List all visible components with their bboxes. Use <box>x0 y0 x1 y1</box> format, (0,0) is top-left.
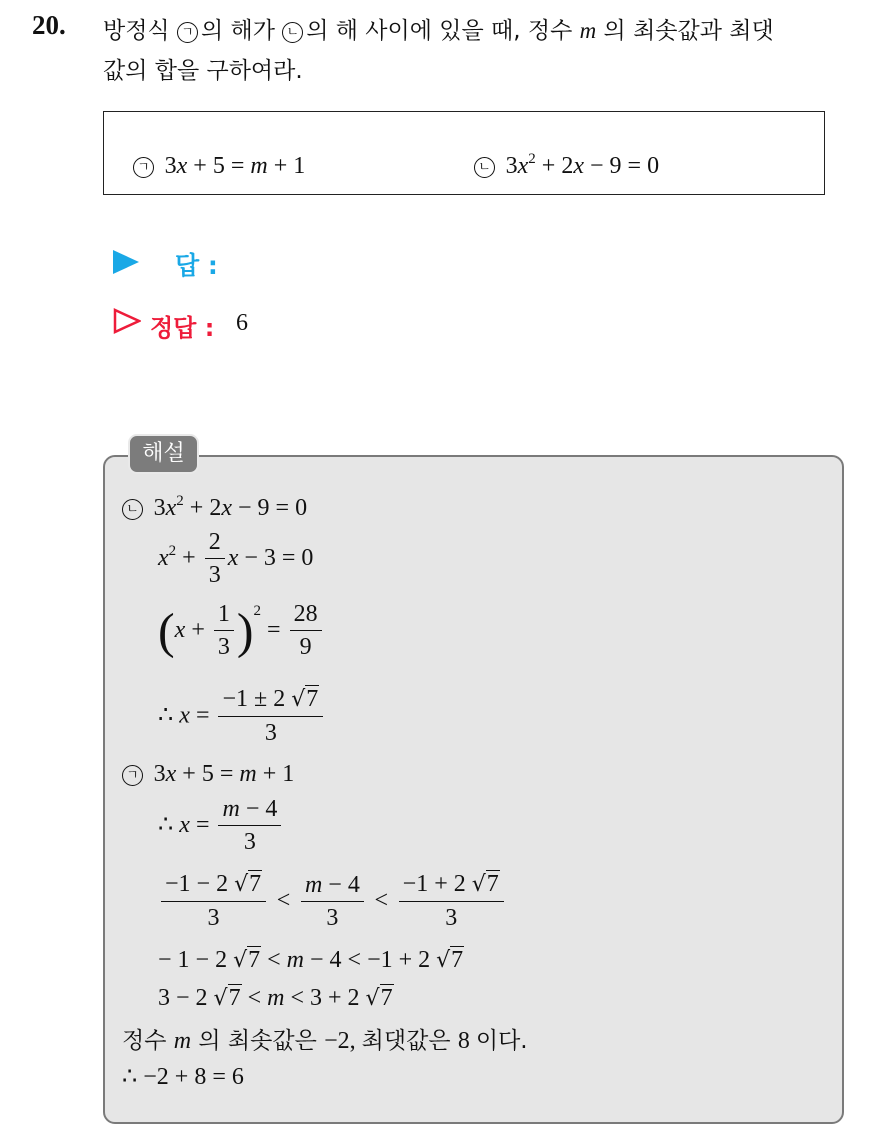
solution-line-4: ∴ x = $\frac{-1 \pm 2 √7}{3}$ <box>158 685 326 747</box>
solution-line-8: − 1 − 2 √7 < m − 4 < −1 + 2 √7 <box>158 947 464 973</box>
correct-answer-label: 정답 : <box>150 314 215 342</box>
question-text-line1: 방정식 ㄱ 의 해가 ㄴ 의 해 사이에 있을 때, 정수 m 의 최솟값과 최댓 <box>103 18 774 44</box>
circle-giyeok-icon: ㄱ <box>177 22 198 43</box>
solution-line-1: ㄴ $3x^2 + 2x - 9 = 0$ <box>122 493 307 522</box>
condition-2: ㄴ $3x^2 + 2x - 9 = 0$ <box>474 151 659 180</box>
solution-line-7: $\frac{-1 - 2 √7}{3}$ < $\frac{m - 4}{3}$ < $\frac{-1 + 2 √7}{3}$ <box>158 870 507 932</box>
solution-line-10: 정수 m 의 최솟값은 −2, 최댓값은 8 이다. <box>122 1028 528 1054</box>
solution-line-11: ∴ −2 + 8 = 6 <box>122 1064 244 1090</box>
solution-line-9: 3 − 2 √7 < m < 3 + 2 √7 <box>158 985 393 1011</box>
answer-label: 답 : <box>175 251 218 280</box>
correct-answer-value: 6 <box>236 310 248 336</box>
solution-tag: 해설 <box>128 434 199 474</box>
solution-line-5: ㄱ 3x + 5 = m + 1 <box>122 759 294 788</box>
circle-giyeok-icon: ㄱ <box>122 765 143 786</box>
question-text-line2: 값의 합을 구하여라. <box>103 58 303 84</box>
solution-line-3: (x + $\frac{1}{3}$ )$^2$ = $\frac{28}{9}$ <box>158 600 325 661</box>
outline-triangle-icon <box>113 308 141 334</box>
circle-giyeok-icon: ㄱ <box>133 157 154 178</box>
solution-line-2: $x^2$ + $\frac{2}{3}$ x − 3 = 0 <box>158 529 314 588</box>
solution-line-6: ∴ x = $\frac{m - 4}{3}$ <box>158 795 284 856</box>
condition-1: ㄱ 3x + 5 = m + 1 <box>133 151 305 180</box>
play-triangle-icon <box>113 250 139 274</box>
circle-nieun-icon: ㄴ <box>282 22 303 43</box>
circle-nieun-icon: ㄴ <box>122 499 143 520</box>
circle-nieun-icon: ㄴ <box>474 157 495 178</box>
question-number: 20. <box>32 10 66 40</box>
